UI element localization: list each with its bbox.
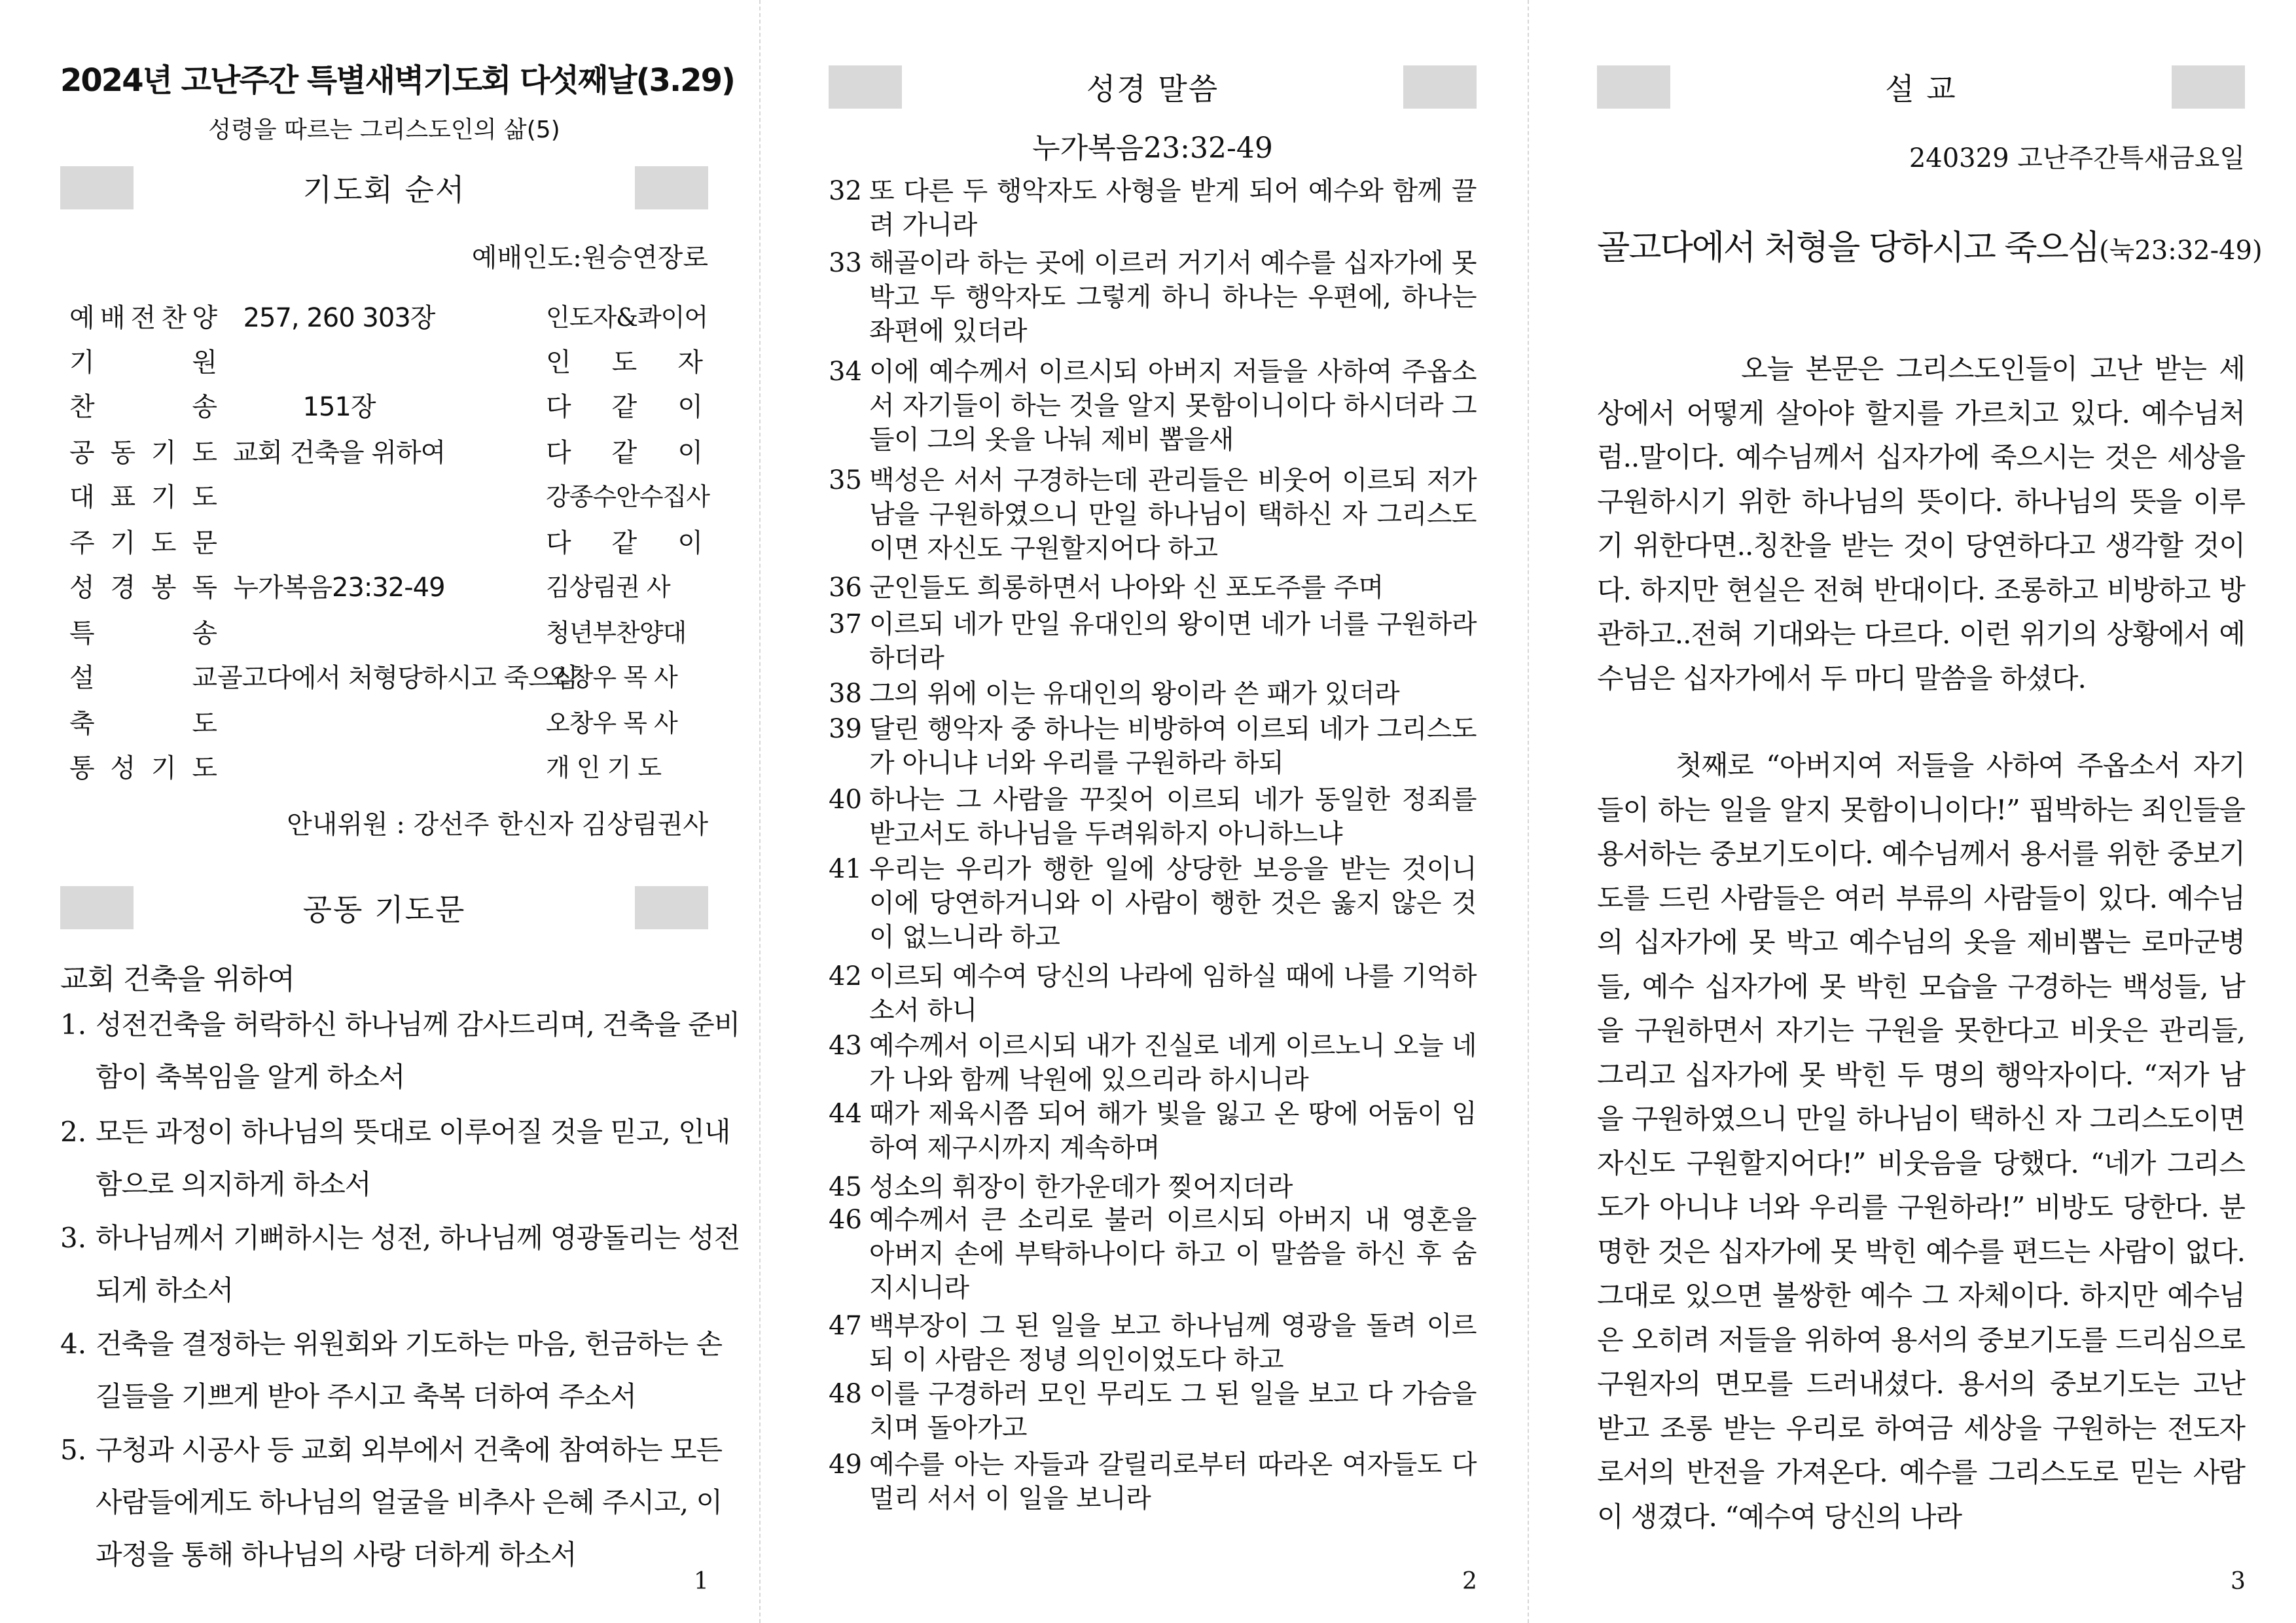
verse-number: 36 [829, 573, 862, 603]
verse-number: 35 [829, 465, 862, 495]
order-row [69, 432, 711, 471]
char: 독 [192, 573, 217, 603]
char: 양 [192, 303, 217, 333]
prayer-text [96, 999, 740, 1103]
order-person [546, 386, 703, 423]
char: 도 [611, 348, 637, 378]
verse-number: 49 [829, 1450, 862, 1480]
verse-number: 47 [829, 1311, 862, 1341]
order-person: 청년부찬양대 [546, 618, 687, 647]
char: 동 [110, 438, 136, 468]
char: 축 [69, 709, 95, 739]
verse-text: 예수를 아는 자들과 갈릴리로부터 따라온 여자들도 다 멀리 서서 이 일을 보니라 [869, 1450, 1477, 1514]
sermon-paragraph-1: 오늘 본문은 그리스도인들이 고난 받는 세상에서 어떻게 살아야 할지를 가르치고 있다. 예수님처럼..말이다. 예수님께서 십자가에 죽으시는 것은 세상을 구원하시기 위한 하나님의 뜻이다. 하나님의 뜻을 이루기 위한다면..칭찬을 받는 것이 당연하다고 생각할 것이다. 하지만 현실은 전혀 반대이다. 조롱하고 비방하고 방관하고..전혀 기대와는 다르다. 이런 위기의 상황에서 예수님은 십자가에서 두 마디 말씀을 하셨다. [1597, 353, 2245, 694]
verse-number: 46 [829, 1205, 862, 1235]
order-row [69, 703, 711, 742]
char: 기 [110, 528, 136, 558]
order-label [69, 386, 217, 423]
char: 찬 [69, 392, 95, 422]
bulletin-title: 2024년 고난주간 특별새벽기도회 다섯째날(3.29) [60, 62, 734, 99]
char: 다 [546, 528, 571, 558]
order-person: 김상림권 사 [546, 573, 670, 601]
prayer-text [96, 1318, 723, 1423]
char: 성 [110, 753, 136, 783]
verse-text: 예수께서 큰 소리로 불러 이르시되 아버지 내 영혼을 아버지 손에 부탁하나이다 하고 이 말씀을 하신 후 숨지시니라 [869, 1205, 1477, 1303]
prayer-line: 건축을 결정하는 위원회와 기도하는 마음, 헌금하는 손 [96, 1328, 723, 1360]
verse-number: 48 [829, 1379, 862, 1409]
order-person [546, 342, 703, 379]
order-person: 오창우 목 사 [546, 663, 677, 692]
order-item: 교회 건축을 위하여 [232, 438, 446, 468]
scripture-header: 성경 말씀 [902, 65, 1403, 109]
page-3 [1597, 0, 2263, 1623]
verse-text: 때가 제육시쯤 되어 해가 빛을 잃고 온 땅에 어둠이 임하여 제구시까지 계속하며 [869, 1099, 1477, 1163]
page-divider-1 [759, 0, 761, 1623]
char: 봉 [151, 573, 177, 603]
scripture-header-bar [829, 65, 1477, 109]
order-row [69, 297, 711, 336]
order-person: 인도자&콰이어 [546, 303, 708, 332]
char: 자 [677, 348, 703, 378]
char: 송 [192, 392, 217, 422]
order-header-bar [60, 166, 708, 209]
order-item: 누가복음23:32-49 [233, 573, 445, 603]
verse-number: 43 [829, 1031, 862, 1061]
verse-text: 하나는 그 사람을 꾸짖어 이르되 네가 동일한 정죄를 받고서도 하나님을 두려워하지 아니하느냐 [869, 785, 1477, 849]
char: 인 [546, 348, 571, 378]
verse-text: 이르되 네가 만일 유대인의 왕이면 네가 너를 구원하라 하더라 [869, 609, 1477, 673]
page-number-2: 2 [1462, 1568, 1477, 1595]
order-row [69, 567, 711, 606]
verse-text: 이르되 예수여 당신의 나라에 임하실 때에 나를 기억하소서 하니 [869, 961, 1477, 1026]
verse-text: 우리는 우리가 행한 일에 상당한 보응을 받는 것이니 이에 당연하거니와 이 사람이 행한 것은 옳지 않은 것이 없느니라 하고 [869, 854, 1477, 952]
char: 기 [151, 753, 177, 783]
sermon-title-text: 골고다에서 처형을 당하시고 죽으심 [1597, 228, 2100, 268]
prayer-heading: 교회 건축을 위하여 [60, 963, 295, 996]
order-label [69, 747, 217, 785]
prayer-line: 성전건축을 허락하신 하나님께 감사드리며, 건축을 준비 [96, 1008, 740, 1041]
char: 도 [192, 709, 217, 739]
char: 찬 [161, 303, 187, 333]
prayer-number: 3. [60, 1222, 87, 1254]
verse-text: 예수께서 이르시되 내가 진실로 네게 이르노니 오늘 네가 나와 함께 낙원에 있으리라 하시니라 [869, 1031, 1477, 1095]
order-person [546, 522, 703, 560]
prayer-line: 사람들에게도 하나님의 얼굴을 비추사 은혜 주시고, 이 [96, 1486, 723, 1518]
prayer-line: 하나님께서 기뻐하시는 성전, 하나님께 영광돌리는 성전 [96, 1222, 740, 1254]
verse-text: 또 다른 두 행악자도 사형을 받게 되어 예수와 함께 끌려 가니라 [869, 176, 1477, 240]
page-number-1: 1 [694, 1568, 709, 1595]
char: 특 [69, 618, 95, 649]
char: 성 [69, 573, 95, 603]
page-1 [60, 0, 740, 1623]
verse-number: 42 [829, 961, 862, 991]
prayer-number: 5. [60, 1434, 87, 1466]
order-row [69, 747, 711, 787]
char: 같 [611, 528, 637, 558]
prayer-text [96, 1424, 723, 1581]
order-person: 강종수안수집사 [546, 482, 709, 511]
verse-text: 군인들도 희롱하면서 나아와 신 포도주를 주며 [869, 573, 1384, 603]
char: 송 [192, 618, 217, 649]
order-row [69, 386, 711, 425]
order-item: 257, 260 303장 [243, 303, 435, 333]
char: 원 [192, 348, 217, 378]
order-label [69, 567, 217, 604]
prayer-line: 모든 과정이 하나님의 뜻대로 이루어질 것을 믿고, 인내 [96, 1116, 730, 1148]
sermon-paragraph-2: 첫째로 “아버지여 저들을 사하여 주옵소서 자기들이 하는 일을 알지 못함이니이다!” 핍박하는 죄인들을 용서하는 중보기도이다. 예수님께서 용서를 위한 중보기도를 드린 사람들은 여러 부류의 사람들이 있다. 예수님의 십자가에 못 박고 예수님의 옷을 제비뽑는 로마군병들, 예수 십자가에 못 박힌 모습을 구경하는 백성들, 남을 구원하면서 자기는 구원을 못한다고 비웃은 관리들, 그리고 십자가에 못 박힌 두 명의 행악자이다. “저가 남을 구원하였으니 만일 하나님이 택하신 자 그리스도이면 자신도 구원할지어다!” 비웃음을 당했다. “네가 그리스도가 아니냐 너와 우리를 구원하라!” 비방도 당한다. 분명한 것은 십자가에 못 박힌 예수를 편드는 사람이 없다. 그대로 있으면 불쌍한 예수 그 자체이다. 하지만 예수님은 오히려 저들을 위하여 용서의 중보기도를 드리심으로 구원자의 면모를 드러내셨다. 용서의 중보기도는 고난 받고 조롱 받는 우리로 하여금 세상을 구원하는 전도자로서의 반전을 가져온다. 예수를 그리스도로 믿는 사람이 생겼다. “예수여 당신의 나라 [1597, 749, 2245, 1533]
verse-text: 백부장이 그 된 일을 보고 하나님께 영광을 돌려 이르되 이 사람은 정녕 의인이었도다 하고 [869, 1311, 1477, 1375]
prayer-text [96, 1106, 730, 1211]
order-label [69, 703, 217, 740]
prayer-number: 1. [60, 1008, 87, 1041]
char: 기 [69, 348, 95, 378]
order-label [69, 613, 217, 650]
verse-text: 해골이라 하는 곳에 이르러 거기서 예수를 십자가에 못 박고 두 행악자도 그렇게 하니 하나는 우편에, 하나는 좌편에 있더라 [869, 248, 1477, 346]
char: 전 [130, 303, 156, 333]
char: 설 [69, 663, 95, 693]
page-divider-2 [1528, 0, 1529, 1623]
order-person: 오창우 목 사 [546, 709, 677, 738]
verse-number: 39 [829, 714, 862, 744]
char: 같 [611, 392, 637, 422]
char: 기 [151, 438, 177, 468]
char: 문 [192, 528, 217, 558]
order-item: 골고다에서 처형당하시고 죽으심 [217, 663, 578, 693]
sermon-header-bar [1597, 65, 2245, 109]
char: 도 [151, 528, 177, 558]
verse-number: 44 [829, 1099, 862, 1129]
prayer-number: 4. [60, 1328, 87, 1360]
char: 공 [69, 438, 95, 468]
order-row [69, 342, 711, 381]
char: 이 [677, 528, 703, 558]
verse-number: 32 [829, 176, 862, 206]
prayer-line: 함으로 의지하게 하소서 [96, 1168, 371, 1200]
order-row [69, 657, 711, 696]
char: 통 [69, 753, 95, 783]
char: 교 [192, 663, 217, 693]
worship-leader: 예배인도:원승연장로 [471, 243, 708, 273]
verse-text: 백성은 서서 구경하는데 관리들은 비웃어 이르되 저가 남을 구원하였으니 만일 하나님이 택하신 자 그리스도이면 자신도 구원할지어다 하고 [869, 465, 1477, 563]
char: 대 [69, 482, 95, 512]
char: 기 [151, 482, 177, 512]
order-item: 151장 [302, 392, 376, 422]
ushers: 안내위원 : 강선주 한신자 김상림권사 [287, 810, 708, 840]
prayer-line: 함이 축복임을 알게 하소서 [96, 1061, 405, 1093]
char: 주 [69, 528, 95, 558]
char: 표 [110, 482, 136, 512]
bulletin-subtitle: 성령을 따르는 그리스도인의 삶(5) [208, 116, 560, 143]
sermon-title [1597, 220, 2263, 269]
verse-text: 그의 위에 이는 유대인의 왕이라 쓴 패가 있더라 [869, 679, 1400, 709]
char: 이 [677, 392, 703, 422]
order-person [546, 432, 703, 469]
order-row [69, 476, 711, 516]
char: 다 [546, 438, 571, 468]
verse-number: 34 [829, 357, 862, 387]
order-row [69, 522, 711, 562]
order-row [69, 613, 711, 652]
char: 이 [677, 438, 703, 468]
verse-number: 37 [829, 609, 862, 639]
order-label [69, 297, 217, 334]
verse-number: 41 [829, 854, 862, 884]
verse-number: 45 [829, 1172, 862, 1202]
char: 도 [192, 438, 217, 468]
char: 배 [99, 303, 126, 333]
char: 예 [69, 303, 95, 333]
page-number-3: 3 [2231, 1568, 2246, 1595]
prayer-line: 구청과 시공사 등 교회 외부에서 건축에 참여하는 모든 [96, 1434, 723, 1466]
order-person: 개 인 기 도 [546, 753, 662, 782]
scripture-reference: 누가복음23:32-49 [1032, 132, 1273, 165]
verse-text: 이를 구경하러 모인 무리도 그 된 일을 보고 다 가슴을 치며 돌아가고 [869, 1379, 1477, 1443]
verse-number: 38 [829, 679, 862, 709]
verse-text: 성소의 휘장이 한가운데가 찢어지더라 [869, 1172, 1293, 1202]
prayer-line: 과정을 통해 하나님의 사랑 더하게 하소서 [96, 1539, 577, 1571]
verse-number: 40 [829, 785, 862, 815]
prayer-line: 되게 하소서 [96, 1274, 234, 1306]
prayer-header-bar [60, 886, 708, 929]
sermon-header: 설 교 [1670, 65, 2172, 109]
char: 도 [192, 753, 217, 783]
order-label [69, 657, 217, 694]
order-label [69, 342, 217, 379]
char: 도 [192, 482, 217, 512]
sermon-title-ref: (눅23:32-49) [2099, 236, 2263, 266]
char: 경 [110, 573, 136, 603]
page-2 [829, 0, 1477, 1623]
order-label [69, 476, 217, 514]
order-label [69, 522, 217, 560]
prayer-header: 공동 기도문 [134, 886, 635, 929]
order-header: 기도회 순서 [134, 166, 635, 209]
verse-number: 33 [829, 248, 862, 278]
char: 같 [611, 438, 637, 468]
prayer-line: 길들을 기쁘게 받아 주시고 축복 더하여 주소서 [96, 1380, 636, 1412]
prayer-text [96, 1212, 740, 1317]
order-label [69, 432, 217, 469]
char: 다 [546, 392, 571, 422]
verse-text: 달린 행악자 중 하나는 비방하여 이르되 네가 그리스도가 아니냐 너와 우리를 구원하라 하되 [869, 714, 1477, 778]
verse-text: 이에 예수께서 이르시되 아버지 저들을 사하여 주옵소서 자기들이 하는 것을 알지 못함이니이다 하시더라 그들이 그의 옷을 나눠 제비 뽑을새 [869, 357, 1477, 455]
sermon-code: 240329 고난주간특새금요일 [1909, 143, 2245, 173]
prayer-number: 2. [60, 1116, 87, 1148]
